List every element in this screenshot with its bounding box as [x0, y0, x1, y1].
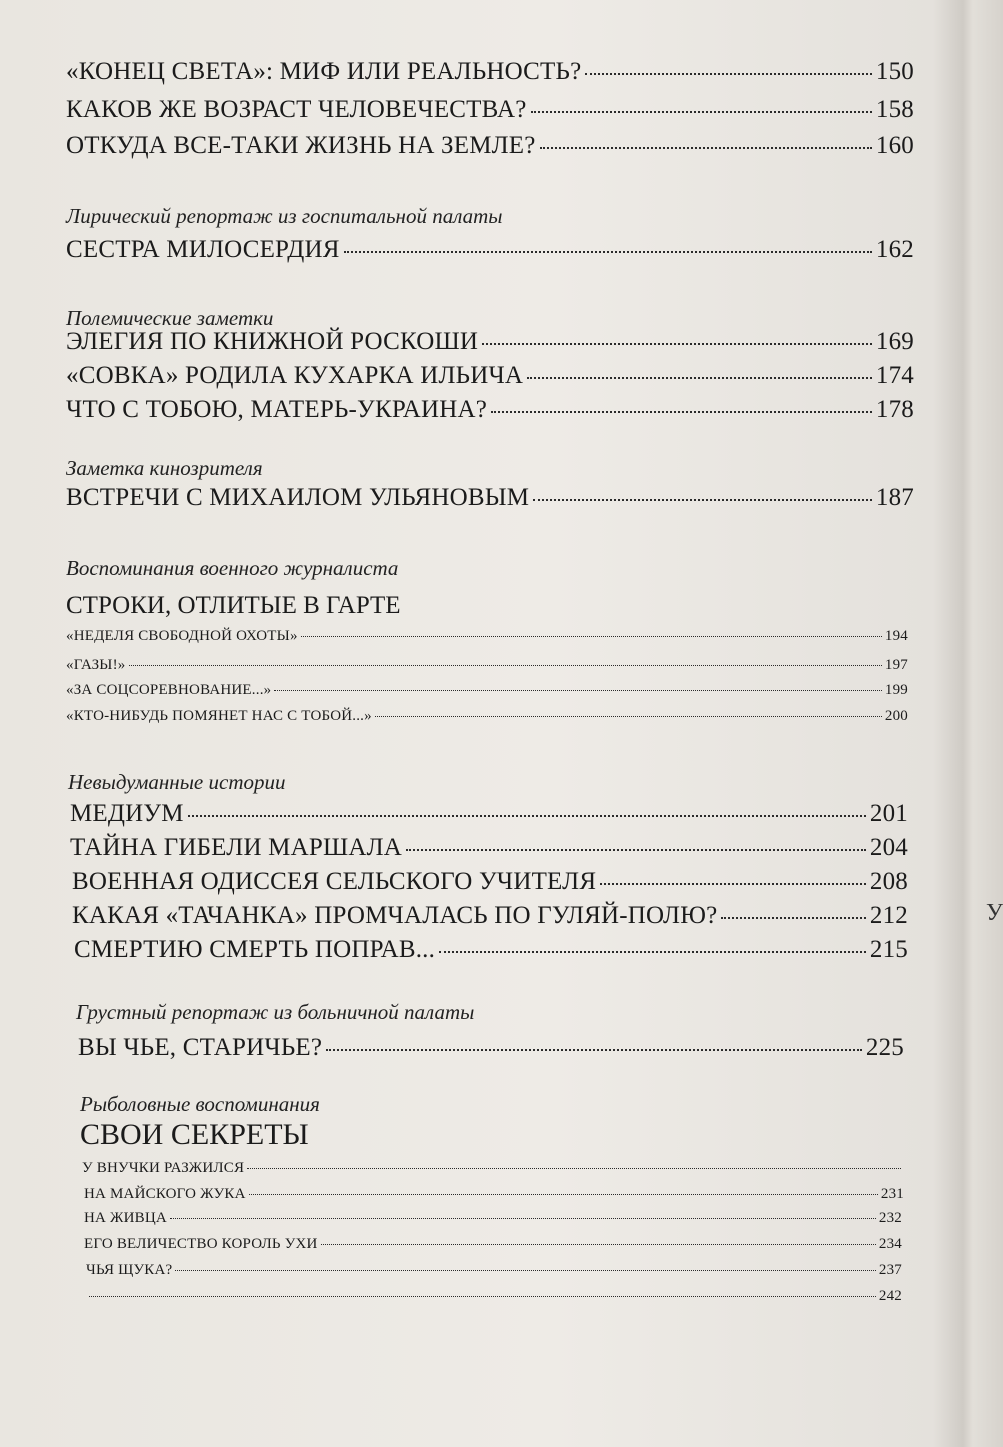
- toc-entry: [66, 328, 914, 356]
- toc-subentry-page: 237: [878, 1262, 902, 1278]
- page-edge-letter: У: [986, 900, 1003, 926]
- toc-subentry: [84, 1186, 904, 1203]
- dot-leader: [585, 73, 872, 75]
- toc-entry-title: ВОЕННАЯ ОДИССЕЯ СЕЛЬСКОГО УЧИТЕЛЯ: [72, 868, 597, 895]
- toc-entry-page: 150: [875, 58, 914, 85]
- toc-subentry-title: ЕГО ВЕЛИЧЕСТВО КОРОЛЬ УХИ: [84, 1236, 318, 1252]
- section-title: Лирический репортаж из госпитальной палаты: [66, 204, 503, 228]
- section-title: Невыдуманные истории: [68, 770, 286, 794]
- toc-entry-page: 208: [869, 868, 908, 895]
- toc-subentry-page: 199: [884, 682, 908, 698]
- toc-entry: [66, 96, 914, 124]
- toc-subentry-title: ЧЬЯ ЩУКА?: [86, 1262, 173, 1278]
- toc-entry-title: СМЕРТИЮ СМЕРТЬ ПОПРАВ...: [74, 936, 436, 963]
- toc-subentry-page: 200: [884, 708, 908, 724]
- toc-entry-page: 201: [869, 800, 908, 827]
- toc-entry-page: 158: [875, 96, 914, 123]
- toc-entry: [66, 362, 914, 390]
- dot-leader: [344, 251, 872, 253]
- toc-entry-title: ВСТРЕЧИ С МИХАИЛОМ УЛЬЯНОВЫМ: [66, 484, 530, 511]
- toc-entry: [72, 868, 908, 896]
- dot-leader: [406, 849, 866, 851]
- toc-entry-title: ЧТО С ТОБОЮ, МАТЕРЬ-УКРАИНА?: [66, 396, 488, 423]
- toc-entry: [66, 132, 914, 160]
- toc-entry: [70, 834, 908, 862]
- toc-entry-title: КАКОВ ЖЕ ВОЗРАСТ ЧЕЛОВЕЧЕСТВА?: [66, 96, 527, 123]
- toc-entry-page: 169: [875, 328, 914, 355]
- dot-leader: [531, 111, 872, 113]
- toc-entry-title: «СОВКА» РОДИЛА КУХАРКА ИЛЬИЧА: [66, 362, 524, 389]
- section-title: Грустный репортаж из больничной палаты: [76, 1000, 475, 1024]
- dot-leader: [482, 343, 872, 345]
- toc-entry-page: 160: [875, 132, 914, 159]
- toc-entry: [72, 902, 908, 930]
- dot-leader: [89, 1296, 876, 1297]
- dot-leader: [170, 1218, 876, 1219]
- toc-subentry-title: НА ЖИВЦА: [84, 1210, 167, 1226]
- toc-subentry-page: 234: [878, 1236, 902, 1252]
- toc-entry-page: 215: [869, 936, 908, 963]
- toc-subentry: [66, 657, 908, 674]
- toc-entry: [70, 800, 908, 828]
- dot-leader: [301, 636, 882, 637]
- dot-leader: [129, 665, 882, 666]
- toc-subentry: [66, 682, 908, 699]
- section-title: Рыболовные воспоминания: [80, 1092, 320, 1116]
- toc-entry: [66, 236, 914, 264]
- toc-subentry: [86, 1262, 902, 1279]
- toc-subentry: [84, 1210, 902, 1227]
- dot-leader: [326, 1049, 862, 1051]
- toc-entry-page: 178: [875, 396, 914, 423]
- toc-entry-title: СЕСТРА МИЛОСЕРДИЯ: [66, 236, 340, 263]
- toc-entry-title: «КОНЕЦ СВЕТА»: МИФ ИЛИ РЕАЛЬНОСТЬ?: [66, 58, 582, 85]
- dot-leader: [491, 411, 872, 413]
- toc-subentry: [86, 1288, 902, 1305]
- toc-entry-title: КАКАЯ «ТАЧАНКА» ПРОМЧАЛАСЬ ПО ГУЛЯЙ-ПОЛЮ?: [72, 902, 718, 929]
- toc-subentry-title: «НЕДЕЛЯ СВОБОДНОЙ ОХОТЫ»: [66, 628, 298, 644]
- dot-leader: [274, 690, 882, 691]
- toc-entry-page: 174: [875, 362, 914, 389]
- toc-subentry-title: НА МАЙСКОГО ЖУКА: [84, 1186, 246, 1202]
- toc-entry-title: ТАЙНА ГИБЕЛИ МАРШАЛА: [70, 834, 403, 861]
- dot-leader: [175, 1270, 876, 1271]
- toc-subentry-page: 232: [878, 1210, 902, 1226]
- toc-entry-page: 212: [869, 902, 908, 929]
- dot-leader: [375, 716, 882, 717]
- dot-leader: [533, 499, 872, 501]
- toc-subentry: [82, 1160, 904, 1177]
- toc-subentry-title: «ГАЗЫ!»: [66, 657, 126, 673]
- subsection-heading: СТРОКИ, ОТЛИТЫЕ В ГАРТЕ: [66, 592, 401, 619]
- dot-leader: [439, 951, 866, 953]
- toc-subentry-page: 231: [880, 1186, 904, 1202]
- dot-leader: [527, 377, 872, 379]
- toc-subentry: [66, 628, 908, 645]
- section-title: Полемические заметки: [66, 306, 274, 330]
- toc-entry: [66, 396, 914, 424]
- toc-entry-page: 225: [865, 1034, 904, 1061]
- toc-subentry-title: «ЗА СОЦСОРЕВНОВАНИЕ...»: [66, 682, 272, 698]
- dot-leader: [721, 917, 865, 919]
- toc-entry: [78, 1034, 904, 1062]
- toc-subentry-page: 194: [884, 628, 908, 644]
- toc-subentry-page: 242: [878, 1288, 902, 1304]
- dot-leader: [321, 1244, 876, 1245]
- dot-leader: [247, 1168, 901, 1169]
- toc-subentry-title: У ВНУЧКИ РАЗЖИЛСЯ: [82, 1160, 245, 1176]
- toc-entry-title: ЭЛЕГИЯ ПО КНИЖНОЙ РОСКОШИ: [66, 328, 479, 355]
- dot-leader: [188, 815, 866, 817]
- toc-entry-title: ОТКУДА ВСЕ-ТАКИ ЖИЗНЬ НА ЗЕМЛЕ?: [66, 132, 536, 159]
- toc-entry: [74, 936, 908, 964]
- toc-entry: [66, 58, 914, 86]
- section-title: Воспоминания военного журналиста: [66, 556, 399, 580]
- section-title: Заметка кинозрителя: [66, 456, 263, 480]
- subsection-heading: СВОИ СЕКРЕТЫ: [80, 1118, 309, 1151]
- toc-subentry-page: 197: [884, 657, 908, 673]
- toc-entry: [66, 484, 914, 512]
- toc-subentry-title: «КТО-НИБУДЬ ПОМЯНЕТ НАС С ТОБОЙ...»: [66, 708, 372, 724]
- dot-leader: [540, 147, 872, 149]
- toc-entry-title: МЕДИУМ: [70, 800, 184, 827]
- toc-subentry: [66, 708, 908, 725]
- toc-entry-page: 187: [875, 484, 914, 511]
- toc-entry-page: 162: [875, 236, 914, 263]
- toc-entry-title: ВЫ ЧЬЕ, СТАРИЧЬЕ?: [78, 1034, 323, 1061]
- dot-leader: [600, 883, 866, 885]
- toc-subentry: [84, 1236, 902, 1253]
- toc-entry-page: 204: [869, 834, 908, 861]
- dot-leader: [249, 1194, 878, 1195]
